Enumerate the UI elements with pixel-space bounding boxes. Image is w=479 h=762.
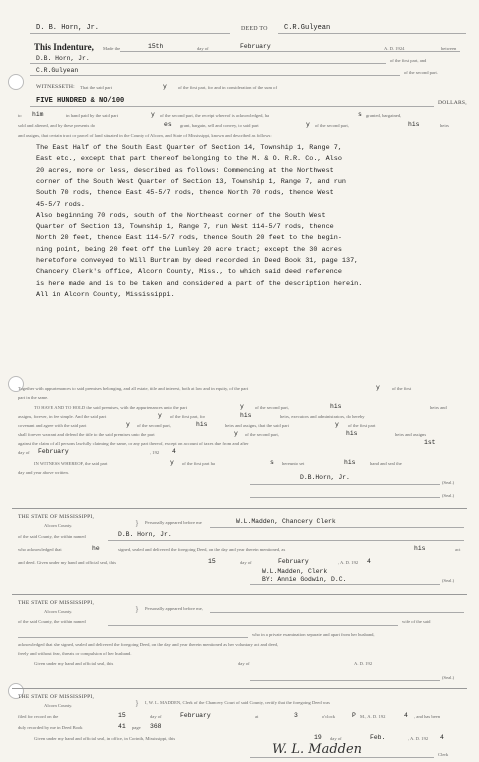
description-line: East etc., except that part thereof belonging to the M. & O. R.R. Co., Also [36,155,342,164]
binder-hole [8,74,24,90]
party1: D.B. Horn, Jr. [36,55,90,62]
description-line: 20 acres, more or less, described as follows: Commencing at the Northwest [36,166,334,175]
grantor-short: D. B. Horn, Jr. [36,24,100,32]
description-line: Also beginning 70 rods, south of the Northeast corner of the South West [36,211,326,220]
description-line: heretofore conveyed to Will Burtram by deed recorded in Deed Book 31, page 137, [36,257,359,265]
description-line: All in Alcorn County, Mississippi. [36,290,175,299]
description-line: The East Half of the South East Quarter of Section 14, Township 1, Range 7, [36,144,342,152]
officer: W.L.Madden, Chancery Clerk [236,518,336,525]
ack1-state: THE STATE OF MISSISSIPPI, [18,514,95,520]
day-num: 15th [148,43,164,50]
deed-page: D. B. Horn, Jr. DEED TO C.R.Gulyean This Indenture, Made the 15th day of February A. D. 1924 between D.B. Horn, Jr. of the first part, and C.R.Gulyean of the second part. WITNESSETH: That the said part y of the first part, for and in consideration of the sum of FIVE HUNDRED & NO/100 DOLLARS, to him in hand paid by the said part y of the second part, the receipt whereof is acknowledged, ha s granted, bargained, sold and aliened, and by these presents do es grant, bargain, sell and convey, to said part y of the second part, his heirs and assigns, that certain tract or parcel of land situated in the County of Alcorn, and State of Mississippi, known and described as follows: The East Half of the South East Quarter of Section 14, Township 1, Range 7, East etc., except that part thereof belonging to the M. & O. R.R. Co., Also 20 acres, more or less, described as follows: Commencing at the Northwest corner of the South West Quarter of Section 13, Township 1, Range 7, and run South 70 rods, thence East 45-5/7 rods, thence North 70 rods, thence West 45-5/7 rods. Also beginning 70 rods, south of the Northeast corner of the South West Quarter of Section 13, Township 1, Range 7, run West 114-5/7 rods, thence North 20 feet, thence East 114-5/7 rods, thence South 20 feet to the begin- ning point, being 20 feet off the Lumley 20 acre tract; except the 30 acres heretofore conveyed to Will Burtram by deed recorded in Deed Book 31, page 137, Chancery Clerk's office, Alcorn County, Miss., to which said deed reference is here made and is to be taken and considered a part of the description herein. All in Alcorn County, Mississippi. Together with appurtenances to said premises belonging, and all estate, title and interest, both at law and in equity, of the part y of the first part in the same. TO HAVE AND TO HOLD the said premises, with the appurtenances unto the part y of the second part, his heirs and assigns, forever, in fee simple. And the said part y of the first part, for his heirs, executors and administrators, do hereby covenant and agree with the said part y of the second part, his heirs and assigns, that the said part y of the first part shall forever warrant and defend the title to the said premises unto the part y of the second part, his heirs and assigns against the claim of all persons lawfully claiming the same, or any part thereof, except on account of taxes due from and after 1st day of February , 192 4 IN WITNESS WHEREOF, the said part y of the first part ha s hereunto set his hand and seal the day and year above written. D.B.Horn, Jr. (Seal.) (Seal.) THE STATE OF MISSISSIPPI, Alcorn County. } Personally appeared before me W.L.Madden, Chancery Clerk of the said County, the within named D.B. Horn, Jr. who acknowledged that he signed, sealed and delivered the foregoing Deed, on the day and year therein mentioned, as his act and deed. Given under my hand and official seal, this 15 day of February , A. D. 192 4 W.L.Madden, Clerk BY: Annie Godwin, D.C. (Seal.) THE STATE OF MISSISSIPPI, Alcorn County. } Personally appeared before me, of the said County, the within named wife of the said who in a private examination separate and apart from her husband, acknowledged that she signed, sealed and delivered the foregoing Deed, on the day and year therein mentioned as her voluntary act and deed, freely and without fear, threats or compulsion of her husband. Given under my hand and official seal, this day of A. D. 192 (Seal.) THE STATE OF MISSISSIPPI, Alcorn County. } I, W. L. MADDEN, Clerk of the Chancery Court of said County, certify that the foregoing Deed was filed for record on the 15 day of February at 3 o'clock P M., A. D. 192 4 , and has been duly recorded by me in Deed Book 41 page 368 Given under my hand and official seal, in office, in Corinth, Mississippi, this 19 day of Feb. , A. D. 192 4 W. L. Madden Clerk [0,0,479,762]
description-line: Quarter of Section 13, Township 1, Range 7, run West 114-5/7 rods, thence [36,223,334,232]
month: February [240,43,271,50]
clerk-state: THE STATE OF MISSISSIPPI, [18,694,95,700]
description-line: North 20 feet, thence East 114-5/7 rods, thence South 20 feet to the begin- [36,234,342,243]
grantor-signature: D.B.Horn, Jr. [300,474,350,481]
indenture-label: This Indenture, [34,42,94,52]
description-line: 45-5/7 rods. [36,200,85,209]
clerk-signature: W. L. Madden [272,742,363,757]
description-line: ning point, being 20 feet off the Lumley 20 acre tract; except the 30 acres [36,245,342,254]
description-line: Chancery Clerk's office, Alcorn County, Miss., to which said deed reference [36,268,342,277]
description-line: South 70 rods, thence East 45-5/7 rods, thence North 70 rods, thence West [36,189,334,198]
witnesseth-label: WITNESSETH: [36,84,75,90]
description-line: corner of the South West Quarter of Section 13, Township 1, Range 7, and run [36,177,346,186]
deed-to-label: DEED TO [241,26,268,32]
ack2-state: THE STATE OF MISSISSIPPI, [18,600,95,606]
description-line: is here made and is to be taken and considered a part of the description herein. [36,279,363,288]
grantee-short: C.R.Gulyean [284,24,331,32]
amount: FIVE HUNDRED & NO/100 [36,97,125,105]
party2: C.R.Gulyean [36,67,79,74]
